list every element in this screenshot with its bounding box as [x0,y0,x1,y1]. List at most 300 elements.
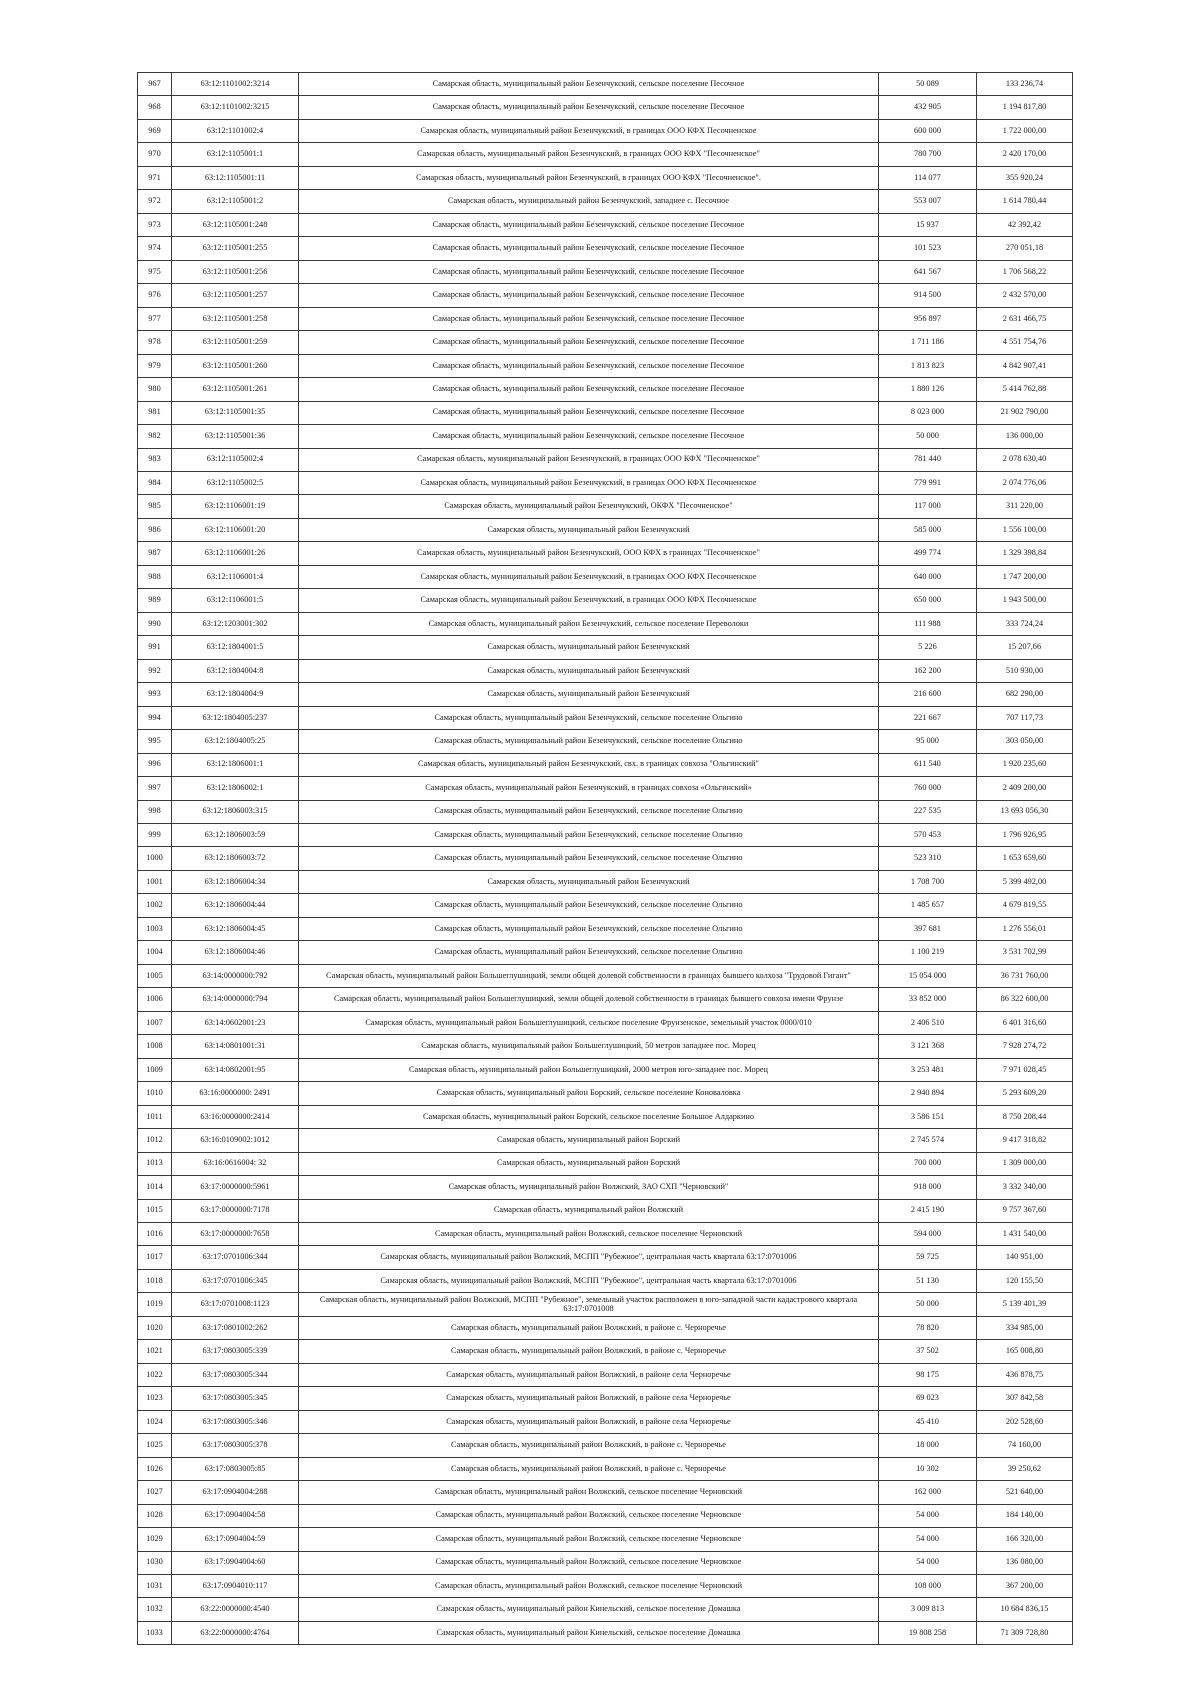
location-address-cell: Самарская область, муниципальный район Безенчукский, сельское поселение Ольгино [299,706,879,729]
cadastral-number-cell: 63:12:1105001:35 [172,401,299,424]
cadastral-value-cell: 2 420 170,00 [977,143,1073,166]
area-value-cell: 50 000 [879,425,977,448]
cadastral-number-cell: 63:17:0803005:339 [172,1340,299,1363]
location-address-cell: Самарская область, муниципальный район Безенчукский [299,659,879,682]
cadastral-value-cell: 2 432 570,00 [977,284,1073,307]
cadastral-number-cell: 63:12:1203001:302 [172,612,299,635]
cadastral-value-cell: 9 757 367,60 [977,1199,1073,1222]
area-value-cell: 162 000 [879,1481,977,1504]
cadastral-value-cell: 36 731 760,00 [977,964,1073,987]
area-value-cell: 33 852 000 [879,988,977,1011]
location-address-cell: Самарская область, муниципальный район Волжский, МСПП "Рубежное", земельный участок расположен в юго-западной части кадастрового квартала 63:17:0701008 [299,1293,879,1316]
area-value-cell: 98 175 [879,1363,977,1386]
area-value-cell: 45 410 [879,1410,977,1433]
location-address-cell: Самарская область, муниципальный район Безенчукский, сельское поселение Песочное [299,401,879,424]
location-address-cell: Самарская область, муниципальный район Волжский, ЗАО СХП "Черновский" [299,1176,879,1199]
cadastral-value-cell: 1 194 817,80 [977,96,1073,119]
cadastral-number-cell: 63:12:1106001:26 [172,542,299,565]
location-address-cell: Самарская область, муниципальный район Безенчукский, свх. в границах совхоза "Ольгинский" [299,753,879,776]
row-number-cell: 1019 [138,1293,172,1316]
table-row [138,1129,1073,1152]
cadastral-value-cell: 133 236,74 [977,73,1073,96]
row-number-cell: 1015 [138,1199,172,1222]
location-address-cell: Самарская область, муниципальный район Большеглушицкий, 50 метров западнее пос. Морец [299,1035,879,1058]
cadastral-number-cell: 63:17:0904004:58 [172,1504,299,1527]
cadastral-number-cell: 63:17:0904010:117 [172,1575,299,1598]
area-value-cell: 570 453 [879,824,977,847]
cadastral-number-cell: 63:14:0602001:23 [172,1011,299,1034]
cadastral-value-cell: 2 078 630,40 [977,448,1073,471]
table-row [138,824,1073,847]
table-row [138,1363,1073,1386]
area-value-cell: 918 000 [879,1176,977,1199]
location-address-cell: Самарская область, муниципальный район Волжский, сельское поселение Черновский [299,1222,879,1245]
cadastral-number-cell: 63:12:1106001:4 [172,565,299,588]
cadastral-value-cell: 4 551 754,76 [977,331,1073,354]
cadastral-value-cell: 6 401 316,60 [977,1011,1073,1034]
cadastral-number-cell: 63:12:1806004:34 [172,870,299,893]
area-value-cell: 227 535 [879,800,977,823]
area-value-cell: 3 253 481 [879,1058,977,1081]
location-address-cell: Самарская область, муниципальный район Большеглушицкий, земли общей долевой собственности в границах бывшего совхоза имени Фрунзе [299,988,879,1011]
table-row [138,471,1073,494]
cadastral-number-cell: 63:12:1106001:5 [172,589,299,612]
cadastral-value-cell: 5 399 492,00 [977,870,1073,893]
cadastral-number-cell: 63:12:1804001:5 [172,636,299,659]
location-address-cell: Самарская область, муниципальный район Волжский, сельское поселение Черновское [299,1551,879,1574]
cadastral-value-cell: 165 008,80 [977,1340,1073,1363]
cadastral-number-cell: 63:14:0000000:794 [172,988,299,1011]
cadastral-number-cell: 63:16:0000000:2414 [172,1105,299,1128]
table-row [138,448,1073,471]
table-row [138,1011,1073,1034]
cadastral-value-cell: 1 556 100,00 [977,518,1073,541]
row-number-cell: 975 [138,260,172,283]
location-address-cell: Самарская область, муниципальный район Безенчукский, сельское поселение Песочное [299,307,879,330]
cadastral-value-cell: 7 928 274,72 [977,1035,1073,1058]
cadastral-number-cell: 63:22:0000000:4764 [172,1621,299,1644]
cadastral-value-cell: 521 640,00 [977,1481,1073,1504]
row-number-cell: 1030 [138,1551,172,1574]
row-number-cell: 968 [138,96,172,119]
table-row [138,777,1073,800]
row-number-cell: 988 [138,565,172,588]
area-value-cell: 611 540 [879,753,977,776]
cadastral-number-cell: 63:12:1105001:1 [172,143,299,166]
location-address-cell: Самарская область, муниципальный район Безенчукский, ОКФХ "Песочненское" [299,495,879,518]
table-row [138,1199,1073,1222]
location-address-cell: Самарская область, муниципальный район Борский, сельское поселение Большое Алдаркино [299,1105,879,1128]
location-address-cell: Самарская область, муниципальный район Безенчукский, сельское поселение Ольгино [299,730,879,753]
area-value-cell: 5 226 [879,636,977,659]
area-value-cell: 914 500 [879,284,977,307]
location-address-cell: Самарская область, муниципальный район Волжский, в районе села Черноречье [299,1410,879,1433]
table-row [138,565,1073,588]
row-number-cell: 997 [138,777,172,800]
row-number-cell: 967 [138,73,172,96]
row-number-cell: 1023 [138,1387,172,1410]
row-number-cell: 1022 [138,1363,172,1386]
cadastral-value-cell: 136 080,00 [977,1551,1073,1574]
table-row [138,1035,1073,1058]
row-number-cell: 978 [138,331,172,354]
table-row [138,1222,1073,1245]
cadastral-number-cell: 63:12:1101002:4 [172,119,299,142]
row-number-cell: 1024 [138,1410,172,1433]
table-row [138,941,1073,964]
area-value-cell: 101 523 [879,237,977,260]
area-value-cell: 641 567 [879,260,977,283]
location-address-cell: Самарская область, муниципальный район Безенчукский, сельское поселение Ольгино [299,894,879,917]
area-value-cell: 54 000 [879,1528,977,1551]
land-parcels-table [137,72,1073,1645]
cadastral-value-cell: 682 290,00 [977,683,1073,706]
location-address-cell: Самарская область, муниципальный район Волжский, сельское поселение Черновское [299,1504,879,1527]
location-address-cell: Самарская область, муниципальный район Волжский [299,1199,879,1222]
cadastral-number-cell: 63:12:1105001:256 [172,260,299,283]
area-value-cell: 51 130 [879,1269,977,1292]
location-address-cell: Самарская область, муниципальный район Волжский, сельское поселение Черновский [299,1481,879,1504]
area-value-cell: 432 905 [879,96,977,119]
area-value-cell: 1 100 219 [879,941,977,964]
table-row [138,354,1073,377]
cadastral-value-cell: 367 200,00 [977,1575,1073,1598]
row-number-cell: 1007 [138,1011,172,1034]
area-value-cell: 216 600 [879,683,977,706]
cadastral-value-cell: 4 842 907,41 [977,354,1073,377]
row-number-cell: 974 [138,237,172,260]
location-address-cell: Самарская область, муниципальный район Безенчукский, в границах ООО КФХ Песочненское [299,471,879,494]
cadastral-value-cell: 1 309 000,00 [977,1152,1073,1175]
area-value-cell: 640 000 [879,565,977,588]
cadastral-number-cell: 63:17:0803005:85 [172,1457,299,1480]
table-row [138,1269,1073,1292]
cadastral-number-cell: 63:12:1105002:5 [172,471,299,494]
cadastral-number-cell: 63:12:1806004:45 [172,917,299,940]
location-address-cell: Самарская область, муниципальный район Борский, сельское поселение Коноваловка [299,1082,879,1105]
cadastral-value-cell: 140 951,00 [977,1246,1073,1269]
area-value-cell: 3 121 368 [879,1035,977,1058]
table-row [138,870,1073,893]
cadastral-value-cell: 1 747 200,00 [977,565,1073,588]
table-row [138,260,1073,283]
area-value-cell: 523 310 [879,847,977,870]
cadastral-value-cell: 86 322 600,00 [977,988,1073,1011]
area-value-cell: 15 937 [879,213,977,236]
area-value-cell: 2 406 510 [879,1011,977,1034]
row-number-cell: 1002 [138,894,172,917]
cadastral-value-cell: 1 329 398,84 [977,542,1073,565]
cadastral-value-cell: 270 051,18 [977,237,1073,260]
row-number-cell: 986 [138,518,172,541]
area-value-cell: 1 880 126 [879,378,977,401]
row-number-cell: 992 [138,659,172,682]
table-row [138,659,1073,682]
location-address-cell: Самарская область, муниципальный район Безенчукский, сельское поселение Песочное [299,354,879,377]
row-number-cell: 991 [138,636,172,659]
cadastral-number-cell: 63:12:1806002:1 [172,777,299,800]
row-number-cell: 1018 [138,1269,172,1292]
cadastral-value-cell: 7 971 028,45 [977,1058,1073,1081]
area-value-cell: 397 681 [879,917,977,940]
area-value-cell: 1 708 700 [879,870,977,893]
table-body [138,73,1073,1645]
table-row [138,401,1073,424]
cadastral-value-cell: 1 920 235,60 [977,753,1073,776]
cadastral-number-cell: 63:17:0904004:59 [172,1528,299,1551]
cadastral-value-cell: 1 276 556,01 [977,917,1073,940]
area-value-cell: 3 009 813 [879,1598,977,1621]
table-row [138,331,1073,354]
table-row [138,988,1073,1011]
row-number-cell: 979 [138,354,172,377]
table-row [138,1598,1073,1621]
location-address-cell: Самарская область, муниципальный район Волжский, МСПП "Рубежное", центральная часть квартала 63:17:0701006 [299,1246,879,1269]
table-row [138,1504,1073,1527]
row-number-cell: 1003 [138,917,172,940]
area-value-cell: 59 725 [879,1246,977,1269]
cadastral-number-cell: 63:12:1105001:248 [172,213,299,236]
row-number-cell: 984 [138,471,172,494]
cadastral-value-cell: 39 250,62 [977,1457,1073,1480]
cadastral-number-cell: 63:12:1804005:25 [172,730,299,753]
row-number-cell: 1016 [138,1222,172,1245]
location-address-cell: Самарская область, муниципальный район Безенчукский, сельское поселение Песочное [299,96,879,119]
row-number-cell: 999 [138,824,172,847]
cadastral-number-cell: 63:12:1105001:261 [172,378,299,401]
row-number-cell: 1005 [138,964,172,987]
cadastral-value-cell: 436 878,75 [977,1363,1073,1386]
area-value-cell: 499 774 [879,542,977,565]
table-row [138,166,1073,189]
cadastral-number-cell: 63:17:0803005:378 [172,1434,299,1457]
location-address-cell: Самарская область, муниципальный район Волжский, в районе с. Черноречье [299,1434,879,1457]
cadastral-value-cell: 8 750 208,44 [977,1105,1073,1128]
cadastral-number-cell: 63:12:1105001:2 [172,190,299,213]
cadastral-value-cell: 202 528,60 [977,1410,1073,1433]
cadastral-number-cell: 63:14:0802001:95 [172,1058,299,1081]
cadastral-value-cell: 1 706 568,22 [977,260,1073,283]
row-number-cell: 971 [138,166,172,189]
row-number-cell: 1020 [138,1316,172,1339]
table-row [138,495,1073,518]
area-value-cell: 162 200 [879,659,977,682]
table-row [138,1246,1073,1269]
cadastral-number-cell: 63:17:0904004:60 [172,1551,299,1574]
location-address-cell: Самарская область, муниципальный район Кинельский, сельское поселение Домашка [299,1621,879,1644]
cadastral-value-cell: 13 693 056,30 [977,800,1073,823]
location-address-cell: Самарская область, муниципальный район Безенчукский [299,870,879,893]
row-number-cell: 969 [138,119,172,142]
area-value-cell: 779 991 [879,471,977,494]
table-row [138,119,1073,142]
row-number-cell: 1013 [138,1152,172,1175]
area-value-cell: 221 667 [879,706,977,729]
area-value-cell: 760 000 [879,777,977,800]
location-address-cell: Самарская область, муниципальный район Волжский, в районе с. Черноречье [299,1457,879,1480]
row-number-cell: 1032 [138,1598,172,1621]
area-value-cell: 111 988 [879,612,977,635]
location-address-cell: Самарская область, муниципальный район Безенчукский [299,518,879,541]
table-row [138,800,1073,823]
cadastral-number-cell: 63:12:1105001:36 [172,425,299,448]
table-row [138,425,1073,448]
location-address-cell: Самарская область, муниципальный район Волжский, сельское поселение Черновский [299,1575,879,1598]
cadastral-value-cell: 355 920,24 [977,166,1073,189]
cadastral-value-cell: 5 293 609,20 [977,1082,1073,1105]
cadastral-value-cell: 1 431 540,00 [977,1222,1073,1245]
row-number-cell: 980 [138,378,172,401]
area-value-cell: 2 940 894 [879,1082,977,1105]
table-row [138,1105,1073,1128]
cadastral-number-cell: 63:12:1105001:11 [172,166,299,189]
area-value-cell: 54 000 [879,1551,977,1574]
row-number-cell: 985 [138,495,172,518]
row-number-cell: 995 [138,730,172,753]
area-value-cell: 1 711 186 [879,331,977,354]
cadastral-value-cell: 2 074 776,06 [977,471,1073,494]
row-number-cell: 1008 [138,1035,172,1058]
cadastral-number-cell: 63:12:1106001:20 [172,518,299,541]
table-row [138,753,1073,776]
cadastral-value-cell: 9 417 318,82 [977,1129,1073,1152]
location-address-cell: Самарская область, муниципальный район Безенчукский, в границах ООО КФХ Песочненское [299,589,879,612]
location-address-cell: Самарская область, муниципальный район Безенчукский, западнее с. Песочное [299,190,879,213]
table-row [138,1481,1073,1504]
area-value-cell: 585 000 [879,518,977,541]
cadastral-value-cell: 2 409 200,00 [977,777,1073,800]
cadastral-value-cell: 2 631 466,75 [977,307,1073,330]
row-number-cell: 970 [138,143,172,166]
area-value-cell: 19 808 258 [879,1621,977,1644]
location-address-cell: Самарская область, муниципальный район Волжский, в районе села Черноречье [299,1363,879,1386]
row-number-cell: 982 [138,425,172,448]
location-address-cell: Самарская область, муниципальный район Борский [299,1152,879,1175]
location-address-cell: Самарская область, муниципальный район Большеглушицкий, земли общей долевой собственности в границах бывшего колхоза "Трудовой Гигант" [299,964,879,987]
row-number-cell: 972 [138,190,172,213]
location-address-cell: Самарская область, муниципальный район Безенчукский, ООО КФХ в границах "Песочненское" [299,542,879,565]
area-value-cell: 117 000 [879,495,977,518]
row-number-cell: 1010 [138,1082,172,1105]
location-address-cell: Самарская область, муниципальный район Безенчукский, сельское поселение Песочное [299,73,879,96]
row-number-cell: 987 [138,542,172,565]
cadastral-number-cell: 63:12:1806004:44 [172,894,299,917]
row-number-cell: 1004 [138,941,172,964]
row-number-cell: 1031 [138,1575,172,1598]
area-value-cell: 114 077 [879,166,977,189]
cadastral-number-cell: 63:14:0000000:792 [172,964,299,987]
cadastral-value-cell: 510 930,00 [977,659,1073,682]
cadastral-value-cell: 307 842,58 [977,1387,1073,1410]
cadastral-value-cell: 71 309 728,80 [977,1621,1073,1644]
location-address-cell: Самарская область, муниципальный район Безенчукский, сельское поселение Песочное [299,260,879,283]
cadastral-number-cell: 63:12:1101002:3214 [172,73,299,96]
cadastral-number-cell: 63:12:1101002:3215 [172,96,299,119]
row-number-cell: 1012 [138,1129,172,1152]
row-number-cell: 990 [138,612,172,635]
cadastral-number-cell: 63:12:1105001:259 [172,331,299,354]
table-row [138,1551,1073,1574]
cadastral-value-cell: 21 902 790,00 [977,401,1073,424]
area-value-cell: 54 000 [879,1504,977,1527]
row-number-cell: 994 [138,706,172,729]
cadastral-number-cell: 63:17:0803005:346 [172,1410,299,1433]
cadastral-number-cell: 63:12:1804004:9 [172,683,299,706]
location-address-cell: Самарская область, муниципальный район Борский [299,1129,879,1152]
area-value-cell: 2 415 190 [879,1199,977,1222]
row-number-cell: 996 [138,753,172,776]
location-address-cell: Самарская область, муниципальный район Волжский, в районе села Черноречье [299,1387,879,1410]
location-address-cell: Самарская область, муниципальный район Волжский, в районе с. Черноречье [299,1340,879,1363]
cadastral-value-cell: 74 160,00 [977,1434,1073,1457]
row-number-cell: 1017 [138,1246,172,1269]
table-row [138,190,1073,213]
cadastral-number-cell: 63:17:0803005:344 [172,1363,299,1386]
table-row [138,96,1073,119]
cadastral-number-cell: 63:17:0801002:262 [172,1316,299,1339]
table-row [138,1575,1073,1598]
table-row [138,1528,1073,1551]
row-number-cell: 1014 [138,1176,172,1199]
cadastral-value-cell: 42 392,42 [977,213,1073,236]
table-row [138,1340,1073,1363]
row-number-cell: 1029 [138,1528,172,1551]
cadastral-number-cell: 63:12:1804004:8 [172,659,299,682]
location-address-cell: Самарская область, муниципальный район Безенчукский, сельское поселение Песочное [299,213,879,236]
table-row [138,307,1073,330]
row-number-cell: 973 [138,213,172,236]
cadastral-number-cell: 63:17:0701008:1123 [172,1293,299,1316]
table-row [138,636,1073,659]
cadastral-number-cell: 63:16:0000000: 2491 [172,1082,299,1105]
cadastral-value-cell: 3 531 702,99 [977,941,1073,964]
cadastral-value-cell: 707 117,73 [977,706,1073,729]
cadastral-number-cell: 63:17:0904004:288 [172,1481,299,1504]
area-value-cell: 1 485 657 [879,894,977,917]
table-row [138,1410,1073,1433]
location-address-cell: Самарская область, муниципальный район Безенчукский, в границах ООО КФХ "Песочненское" [299,143,879,166]
table-row [138,1457,1073,1480]
location-address-cell: Самарская область, муниципальный район Безенчукский, в границах ООО КФХ Песочненское [299,119,879,142]
row-number-cell: 1009 [138,1058,172,1081]
row-number-cell: 983 [138,448,172,471]
table-row [138,237,1073,260]
table-row [138,917,1073,940]
cadastral-number-cell: 63:12:1806003:59 [172,824,299,847]
location-address-cell: Самарская область, муниципальный район Безенчукский, сельское поселение Песочное [299,284,879,307]
cadastral-number-cell: 63:12:1105002:4 [172,448,299,471]
location-address-cell: Самарская область, муниципальный район Большеглушицкий, сельское поселение Фрунзенское, земельный участок 0000/010 [299,1011,879,1034]
row-number-cell: 1011 [138,1105,172,1128]
table-row [138,964,1073,987]
row-number-cell: 977 [138,307,172,330]
table-row [138,1387,1073,1410]
area-value-cell: 95 000 [879,730,977,753]
table-row [138,1621,1073,1644]
row-number-cell: 1028 [138,1504,172,1527]
row-number-cell: 1000 [138,847,172,870]
cadastral-number-cell: 63:12:1806003:315 [172,800,299,823]
row-number-cell: 998 [138,800,172,823]
cadastral-number-cell: 63:12:1806001:1 [172,753,299,776]
cadastral-number-cell: 63:12:1804005:237 [172,706,299,729]
cadastral-value-cell: 10 684 836,15 [977,1598,1073,1621]
table-row [138,1293,1073,1316]
cadastral-number-cell: 63:12:1105001:260 [172,354,299,377]
location-address-cell: Самарская область, муниципальный район Безенчукский, сельское поселение Песочное [299,237,879,260]
area-value-cell: 37 502 [879,1340,977,1363]
cadastral-value-cell: 311 220,00 [977,495,1073,518]
